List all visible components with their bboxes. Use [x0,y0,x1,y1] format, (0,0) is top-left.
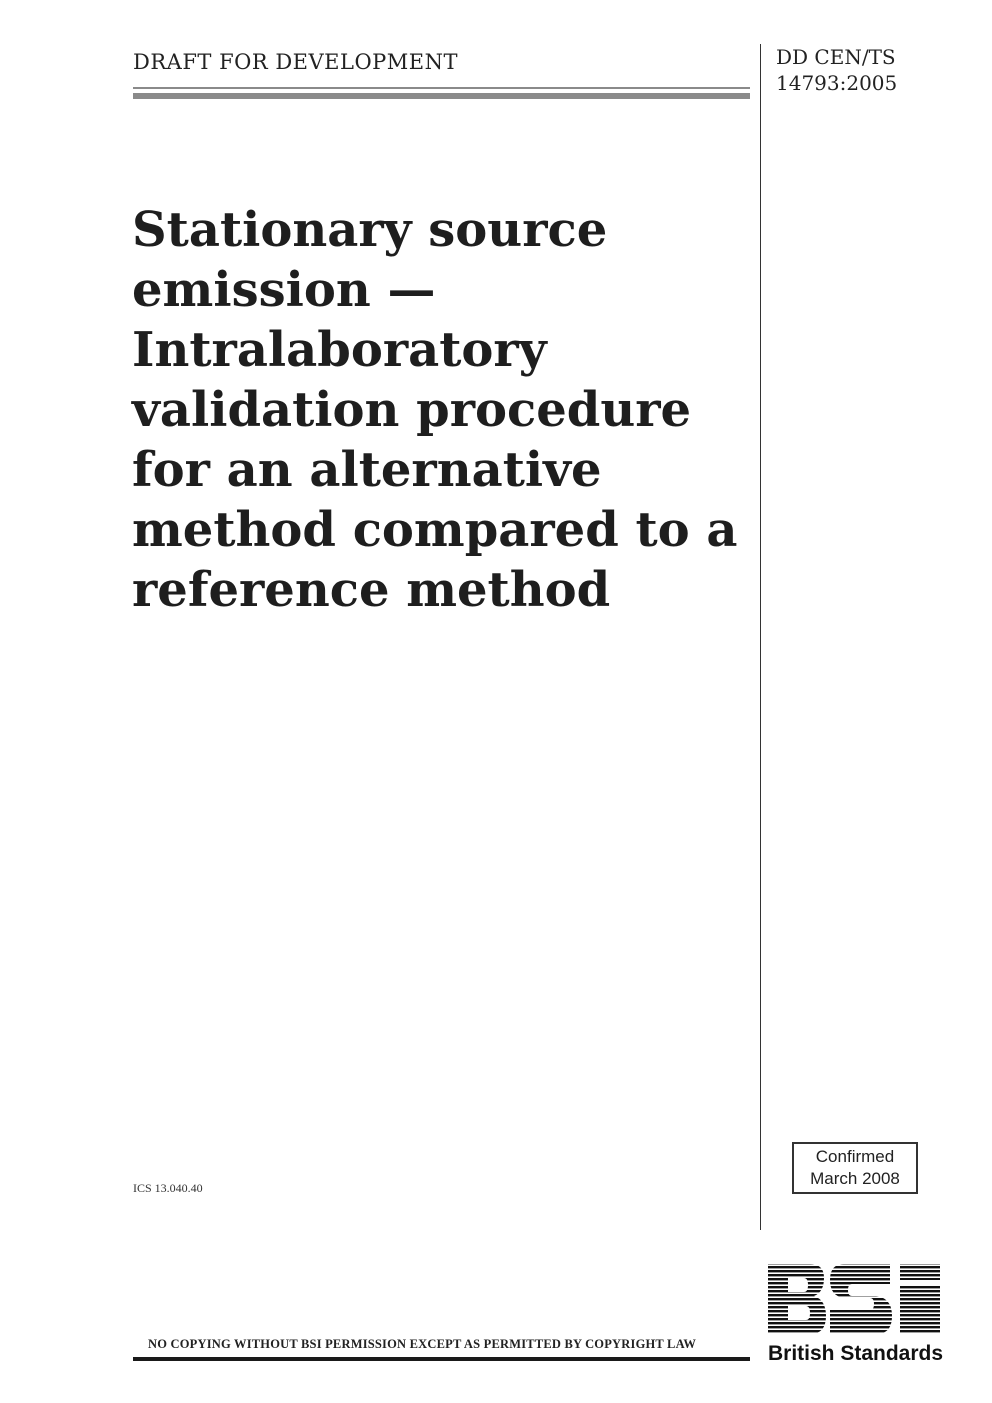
document-reference [776,44,897,96]
footer-rule [133,1357,750,1361]
ics-code: ICS 13.040.40 [133,1181,203,1195]
confirmed-stamp [792,1142,918,1194]
document-title: Stationary source emission — Intralaboratory validation procedure for an alternative method compared to a reference method [132,202,738,618]
vertical-divider [760,44,761,1230]
draft-label: DRAFT FOR DEVELOPMENT [133,50,459,74]
copyright-notice: NO COPYING WITHOUT BSI PERMISSION EXCEPT AS PERMITTED BY COPYRIGHT LAW [148,1337,697,1351]
confirmed-label: Confirmed [815,1147,895,1166]
document-reference-line1: DD CEN/TS [776,45,896,69]
confirmed-date: March 2008 [810,1169,900,1188]
header-rule-thin [133,87,750,89]
header-rule-thick [133,93,750,99]
document-reference-line2: 14793:2005 [776,71,898,95]
bsi-caption: British Standards [768,1342,944,1365]
